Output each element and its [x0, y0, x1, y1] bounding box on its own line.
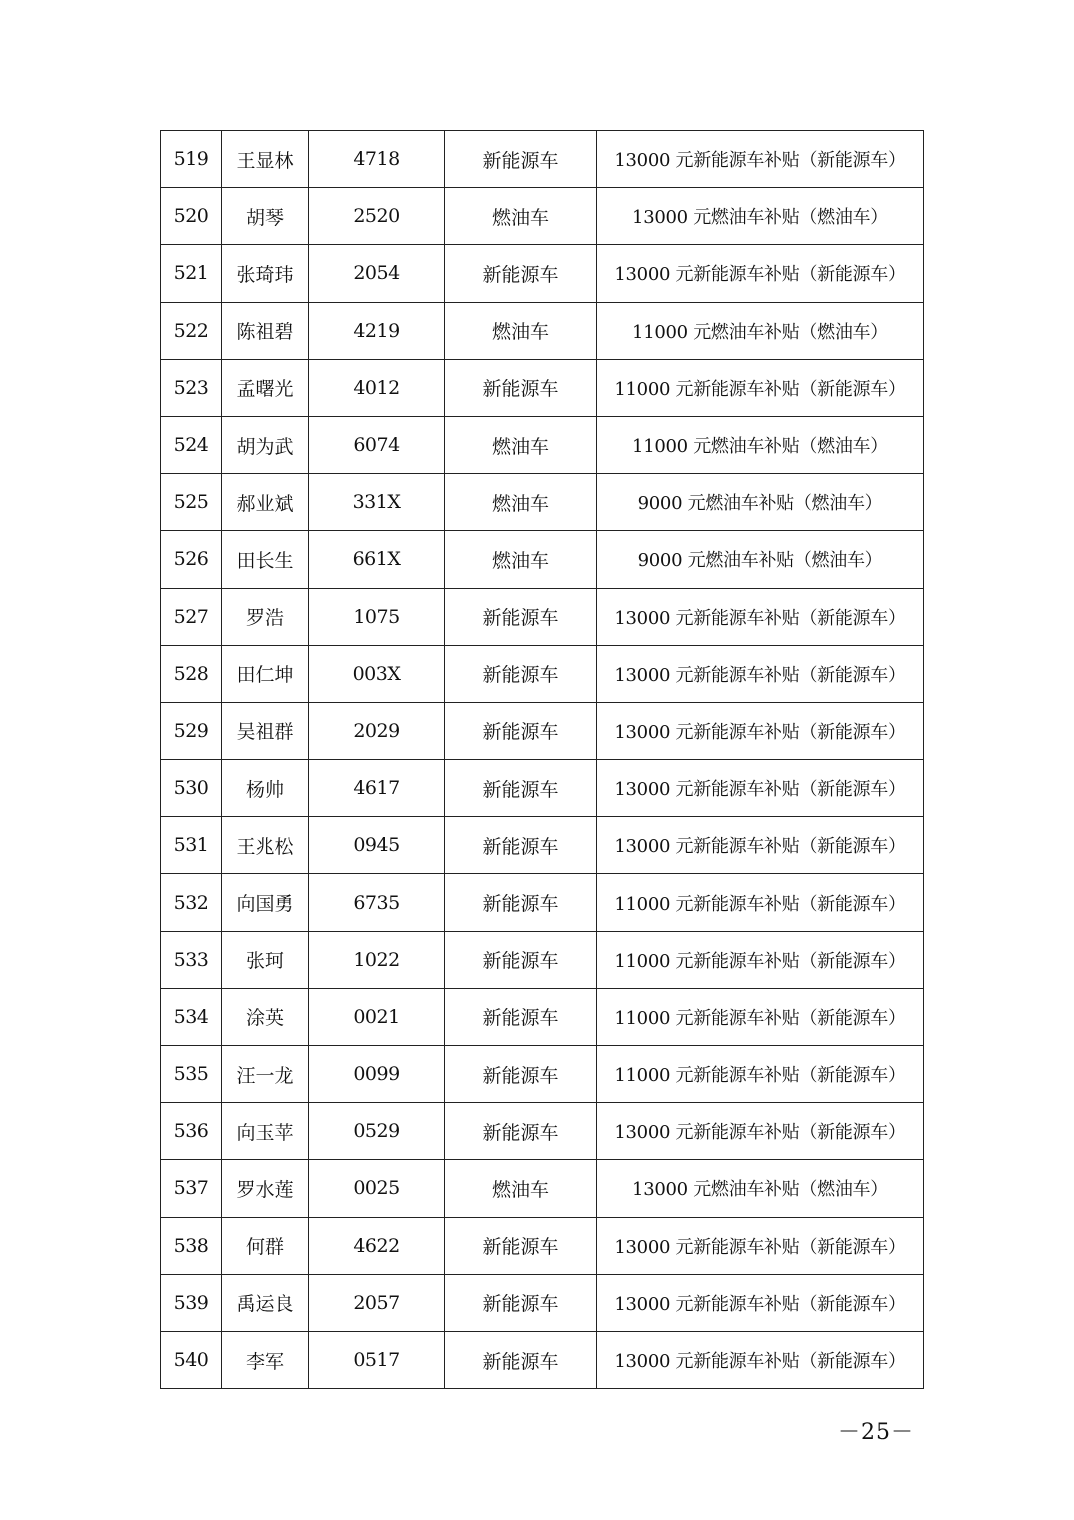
- vehicle-type-cell: 新能源车: [445, 359, 597, 416]
- id-suffix-cell: 0099: [309, 1046, 445, 1103]
- row-number-cell: 525: [161, 474, 222, 531]
- subsidy-cell: 9000 元燃油车补贴（燃油车）: [597, 474, 924, 531]
- vehicle-type-cell: 燃油车: [445, 531, 597, 588]
- subsidy-cell: 13000 元燃油车补贴（燃油车）: [597, 1160, 924, 1217]
- subsidy-cell: 13000 元新能源车补贴（新能源车）: [597, 1274, 924, 1331]
- name-cell: 郝业斌: [222, 474, 309, 531]
- name-cell: 向国勇: [222, 874, 309, 931]
- id-suffix-cell: 4622: [309, 1217, 445, 1274]
- row-number-cell: 524: [161, 416, 222, 473]
- row-number-cell: 522: [161, 302, 222, 359]
- id-suffix-cell: 4718: [309, 131, 445, 188]
- table-row: [161, 1217, 924, 1274]
- vehicle-type-cell: 新能源车: [445, 702, 597, 759]
- id-suffix-cell: 2520: [309, 188, 445, 245]
- vehicle-type-cell: 新能源车: [445, 1217, 597, 1274]
- id-suffix-cell: 331X: [309, 474, 445, 531]
- name-cell: 张琦玮: [222, 245, 309, 302]
- table-row: [161, 645, 924, 702]
- vehicle-type-cell: 新能源车: [445, 874, 597, 931]
- id-suffix-cell: 661X: [309, 531, 445, 588]
- subsidy-cell: 13000 元燃油车补贴（燃油车）: [597, 188, 924, 245]
- row-number-cell: 538: [161, 1217, 222, 1274]
- row-number-cell: 539: [161, 1274, 222, 1331]
- id-suffix-cell: 1022: [309, 931, 445, 988]
- name-cell: 禹运良: [222, 1274, 309, 1331]
- name-cell: 罗水莲: [222, 1160, 309, 1217]
- name-cell: 吴祖群: [222, 702, 309, 759]
- subsidy-cell: 11000 元新能源车补贴（新能源车）: [597, 874, 924, 931]
- table-row: [161, 531, 924, 588]
- id-suffix-cell: 4219: [309, 302, 445, 359]
- row-number-cell: 529: [161, 702, 222, 759]
- vehicle-type-cell: 新能源车: [445, 131, 597, 188]
- row-number-cell: 526: [161, 531, 222, 588]
- subsidy-cell: 11000 元新能源车补贴（新能源车）: [597, 1046, 924, 1103]
- table-row: [161, 1274, 924, 1331]
- subsidy-cell: 11000 元新能源车补贴（新能源车）: [597, 988, 924, 1045]
- row-number-cell: 523: [161, 359, 222, 416]
- id-suffix-cell: 0945: [309, 817, 445, 874]
- table-row: [161, 245, 924, 302]
- vehicle-type-cell: 燃油车: [445, 1160, 597, 1217]
- table-row: [161, 1103, 924, 1160]
- table-row: [161, 874, 924, 931]
- subsidy-cell: 13000 元新能源车补贴（新能源车）: [597, 817, 924, 874]
- table-row: [161, 588, 924, 645]
- vehicle-type-cell: 新能源车: [445, 931, 597, 988]
- vehicle-type-cell: 新能源车: [445, 760, 597, 817]
- subsidy-cell: 13000 元新能源车补贴（新能源车）: [597, 1331, 924, 1388]
- id-suffix-cell: 2054: [309, 245, 445, 302]
- table-row: [161, 188, 924, 245]
- name-cell: 向玉苹: [222, 1103, 309, 1160]
- id-suffix-cell: 0025: [309, 1160, 445, 1217]
- table-row: [161, 1046, 924, 1103]
- name-cell: 王兆松: [222, 817, 309, 874]
- row-number-cell: 535: [161, 1046, 222, 1103]
- name-cell: 田仁坤: [222, 645, 309, 702]
- subsidy-cell: 13000 元新能源车补贴（新能源车）: [597, 1217, 924, 1274]
- subsidy-table: [160, 130, 924, 1389]
- table-row: [161, 474, 924, 531]
- vehicle-type-cell: 新能源车: [445, 1046, 597, 1103]
- row-number-cell: 520: [161, 188, 222, 245]
- name-cell: 孟曙光: [222, 359, 309, 416]
- id-suffix-cell: 0517: [309, 1331, 445, 1388]
- vehicle-type-cell: 新能源车: [445, 1331, 597, 1388]
- subsidy-cell: 13000 元新能源车补贴（新能源车）: [597, 645, 924, 702]
- id-suffix-cell: 1075: [309, 588, 445, 645]
- name-cell: 汪一龙: [222, 1046, 309, 1103]
- name-cell: 胡为武: [222, 416, 309, 473]
- id-suffix-cell: 003X: [309, 645, 445, 702]
- row-number-cell: 521: [161, 245, 222, 302]
- vehicle-type-cell: 新能源车: [445, 588, 597, 645]
- subsidy-cell: 13000 元新能源车补贴（新能源车）: [597, 1103, 924, 1160]
- name-cell: 张珂: [222, 931, 309, 988]
- id-suffix-cell: 2029: [309, 702, 445, 759]
- row-number-cell: 534: [161, 988, 222, 1045]
- subsidy-cell: 13000 元新能源车补贴（新能源车）: [597, 702, 924, 759]
- table-row: [161, 416, 924, 473]
- subsidy-cell: 13000 元新能源车补贴（新能源车）: [597, 245, 924, 302]
- id-suffix-cell: 6735: [309, 874, 445, 931]
- vehicle-type-cell: 燃油车: [445, 188, 597, 245]
- subsidy-cell: 11000 元新能源车补贴（新能源车）: [597, 359, 924, 416]
- vehicle-type-cell: 燃油车: [445, 474, 597, 531]
- row-number-cell: 536: [161, 1103, 222, 1160]
- row-number-cell: 527: [161, 588, 222, 645]
- table-row: [161, 302, 924, 359]
- subsidy-cell: 13000 元新能源车补贴（新能源车）: [597, 588, 924, 645]
- row-number-cell: 540: [161, 1331, 222, 1388]
- table-row: [161, 131, 924, 188]
- name-cell: 胡琴: [222, 188, 309, 245]
- subsidy-cell: 13000 元新能源车补贴（新能源车）: [597, 760, 924, 817]
- vehicle-type-cell: 新能源车: [445, 1274, 597, 1331]
- id-suffix-cell: 4012: [309, 359, 445, 416]
- id-suffix-cell: 0529: [309, 1103, 445, 1160]
- subsidy-cell: 11000 元燃油车补贴（燃油车）: [597, 302, 924, 359]
- row-number-cell: 531: [161, 817, 222, 874]
- row-number-cell: 537: [161, 1160, 222, 1217]
- row-number-cell: 519: [161, 131, 222, 188]
- row-number-cell: 533: [161, 931, 222, 988]
- id-suffix-cell: 4617: [309, 760, 445, 817]
- table-row: [161, 760, 924, 817]
- vehicle-type-cell: 新能源车: [445, 245, 597, 302]
- name-cell: 杨帅: [222, 760, 309, 817]
- table-row: [161, 931, 924, 988]
- id-suffix-cell: 6074: [309, 416, 445, 473]
- page-number: －25－: [838, 1420, 914, 1445]
- table-row: [161, 1160, 924, 1217]
- table-row: [161, 702, 924, 759]
- subsidy-cell: 13000 元新能源车补贴（新能源车）: [597, 131, 924, 188]
- vehicle-type-cell: 新能源车: [445, 645, 597, 702]
- name-cell: 田长生: [222, 531, 309, 588]
- subsidy-cell: 11000 元燃油车补贴（燃油车）: [597, 416, 924, 473]
- vehicle-type-cell: 新能源车: [445, 988, 597, 1045]
- name-cell: 王显林: [222, 131, 309, 188]
- name-cell: 何群: [222, 1217, 309, 1274]
- row-number-cell: 530: [161, 760, 222, 817]
- table-row: [161, 817, 924, 874]
- name-cell: 涂英: [222, 988, 309, 1045]
- table-row: [161, 359, 924, 416]
- name-cell: 陈祖碧: [222, 302, 309, 359]
- name-cell: 李军: [222, 1331, 309, 1388]
- id-suffix-cell: 0021: [309, 988, 445, 1045]
- vehicle-type-cell: 燃油车: [445, 416, 597, 473]
- id-suffix-cell: 2057: [309, 1274, 445, 1331]
- subsidy-cell: 11000 元新能源车补贴（新能源车）: [597, 931, 924, 988]
- subsidy-table-body: [161, 131, 924, 1389]
- subsidy-cell: 9000 元燃油车补贴（燃油车）: [597, 531, 924, 588]
- row-number-cell: 532: [161, 874, 222, 931]
- vehicle-type-cell: 新能源车: [445, 1103, 597, 1160]
- table-row: [161, 988, 924, 1045]
- vehicle-type-cell: 燃油车: [445, 302, 597, 359]
- row-number-cell: 528: [161, 645, 222, 702]
- table-row: [161, 1331, 924, 1388]
- name-cell: 罗浩: [222, 588, 309, 645]
- vehicle-type-cell: 新能源车: [445, 817, 597, 874]
